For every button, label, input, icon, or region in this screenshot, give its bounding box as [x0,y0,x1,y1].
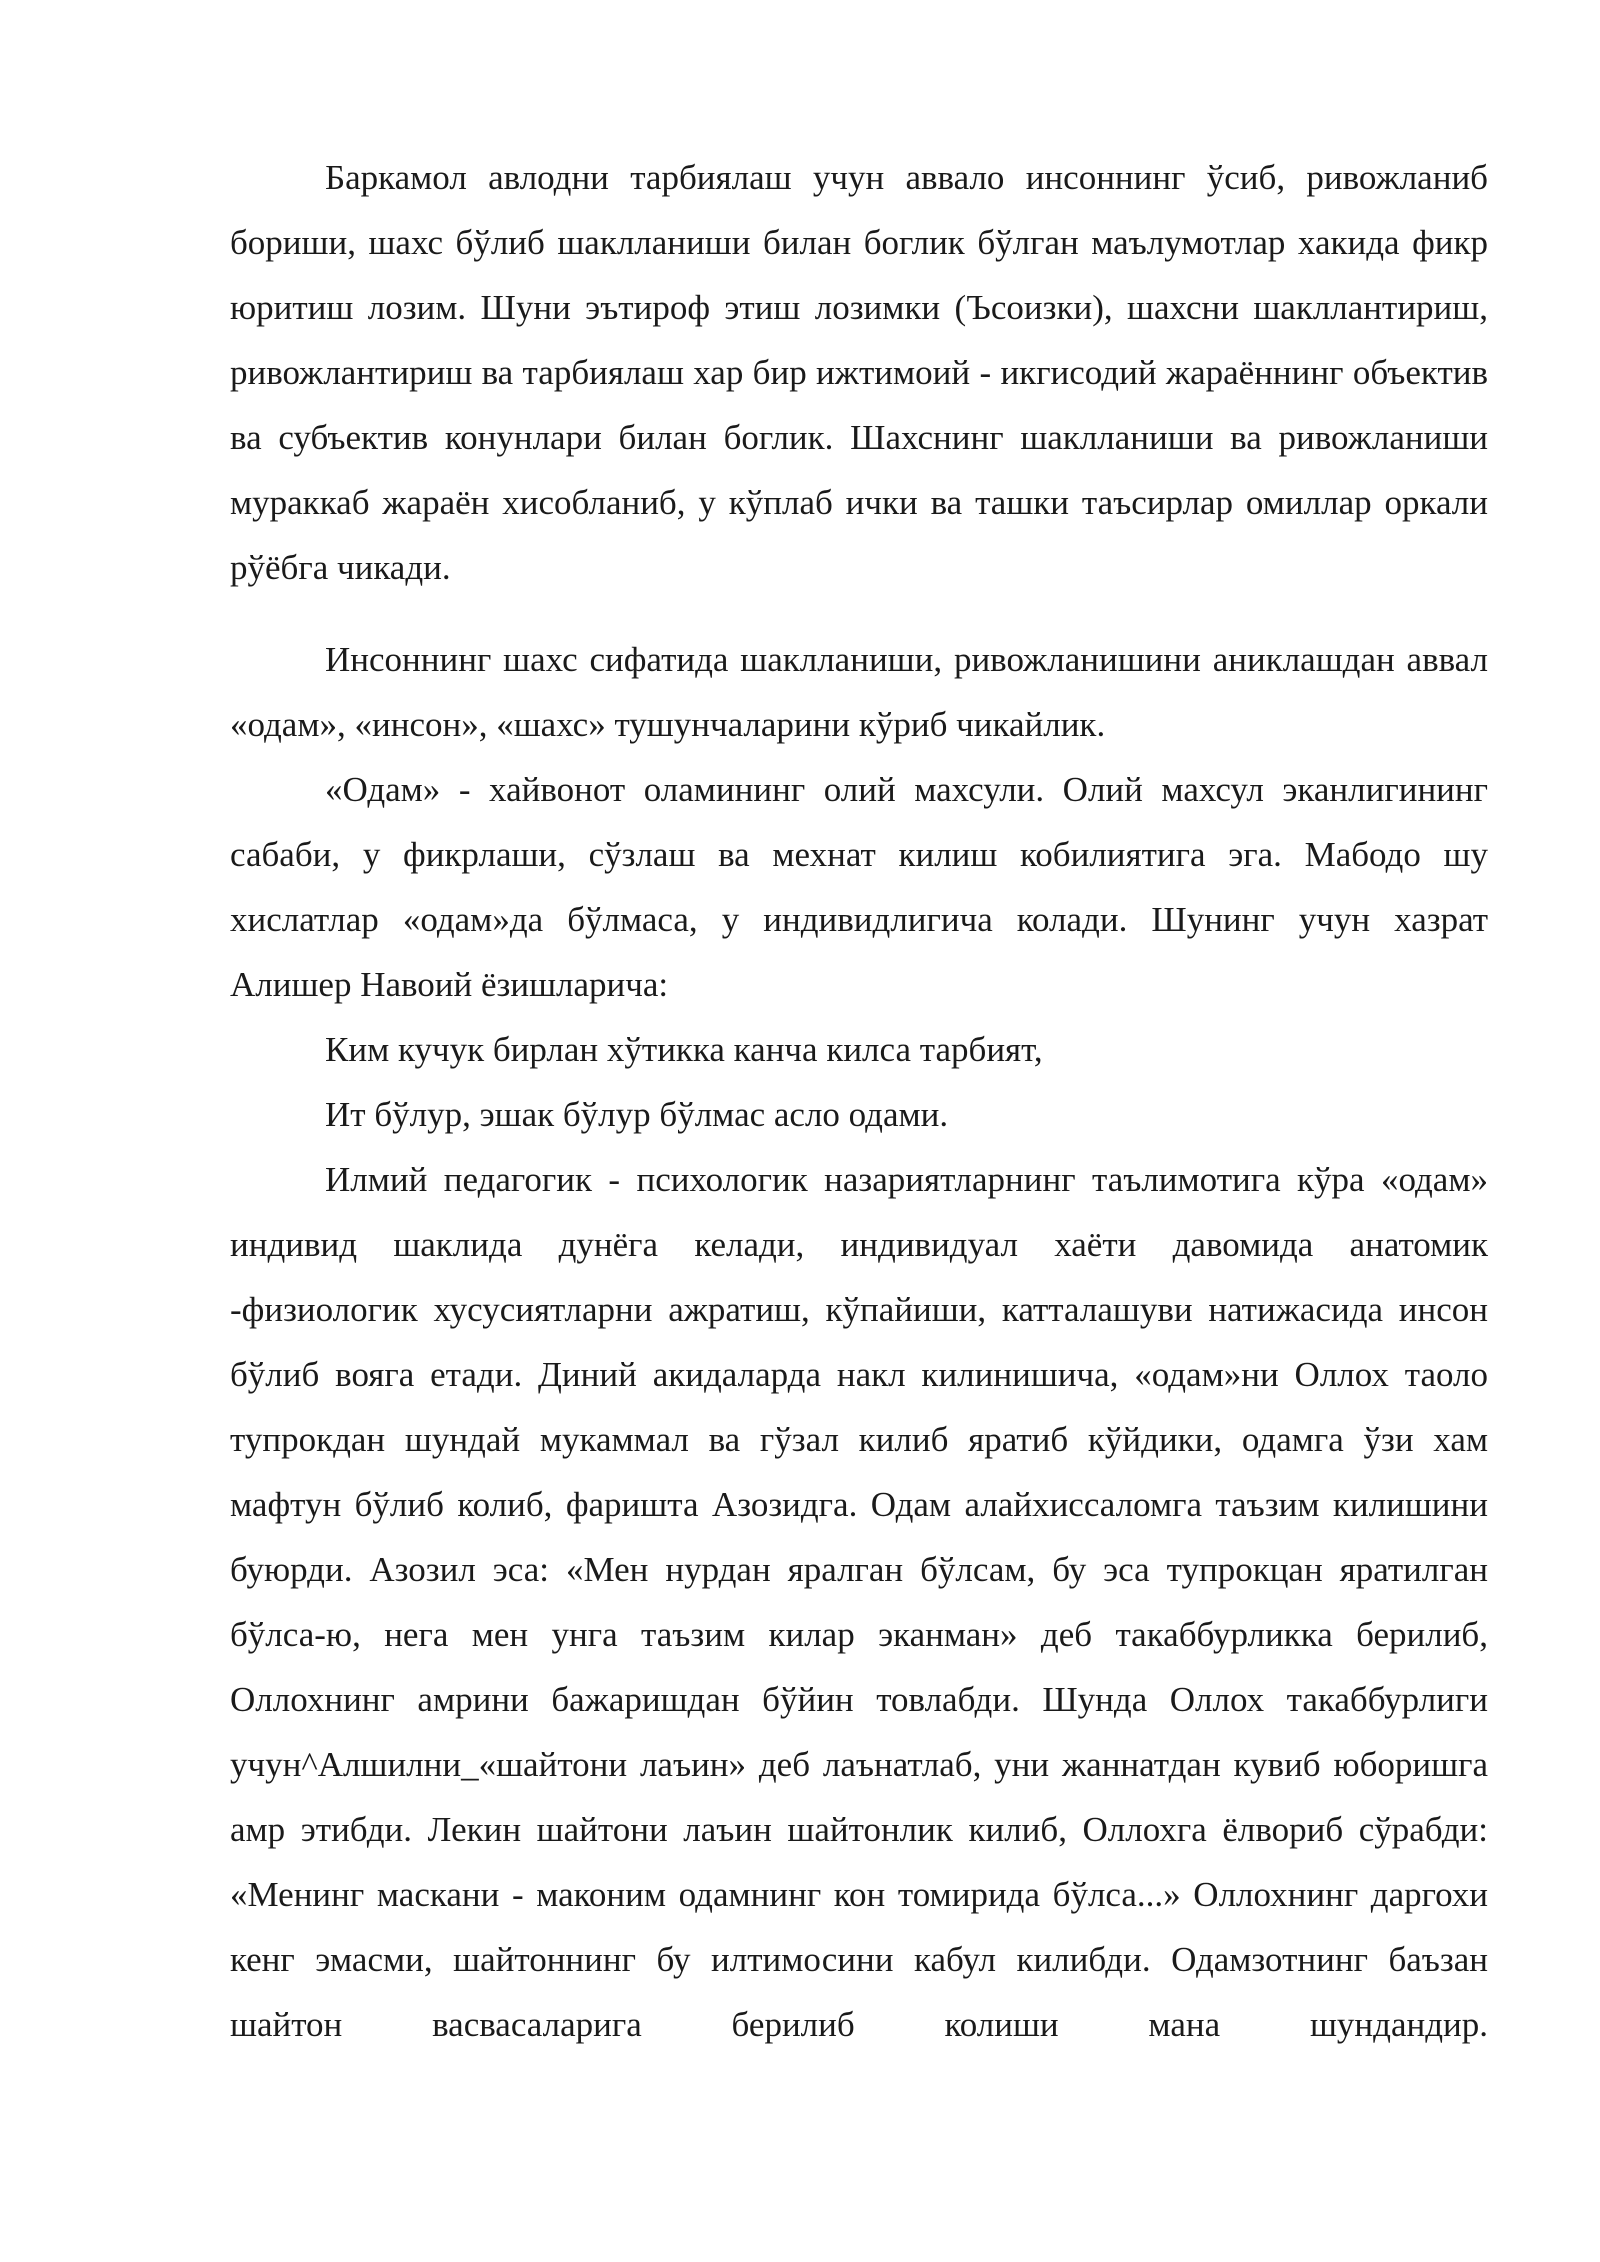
paragraph: Баркамол авлодни тарбиялаш учун аввало инсоннинг ўсиб, ривожланиб бориши, шахс бўлиб шаклланиши билан боглик бўлган маълумотлар хакида фикр юритиш лозим. Шуни эътироф этиш лозимки (Ъсоизки), шахсни шакллантириш, ривожлантириш ва тарбиялаш хар бир ижтимоий - икгисодий жараённинг объектив ва субъектив конунлари билан боглик. Шахснинг шаклланиши ва ривожланиши мураккаб жараён хисобланиб, у кўплаб ички ва ташки таъсирлар омиллар оркали рўёбга чикади. [230,158,1488,587]
verse-line: Ким кучук бирлан хўтикка канча килса тарбият, [325,1030,1043,1069]
paragraph: Инсоннинг шахс сифатида шаклланиши, ривожланишини аниклашдан аввал «одам», «инсон», «шахс» тушунчаларини кўриб чикайлик. [230,640,1488,744]
paragraph: «Одам» - хайвонот оламининг олий махсули. Олий махсул эканлигининг сабаби, у фикрлаши, сўзлаш ва мехнат килиш кобилиятига эга. Мабодо шу хислатлар «одам»да бўлмаса, у индивидлигича колади. Шунинг учун хазрат Алишер Навоий ёзишларича: [230,770,1488,1004]
text-section-intro [230,145,1488,600]
text-section-main [230,627,1488,2057]
paragraph: Илмий педагогик - психологик назариятларнинг таълимотига кўра «одам» индивид шаклида дунёга келади, индивидуал хаёти давомида анатомик -физиологик хусусиятларни ажратиш, кўпайиши, катталашуви натижасида инсон бўлиб вояга етади. Диний акидаларда накл килинишича, «одам»ни Оллох таоло тупрокдан шундай мукаммал ва гўзал килиб яратиб кўйдики, одамга ўзи хам мафтун бўлиб колиб, фаришта Азозидга. Одам алайхиссаломга таъзим килишини буюрди. Азозил эса: «Мен нурдан яралган бўлсам, бу эса тупрокцан яратилган бўлса-ю, нега мен унга таъзим килар эканман» деб такаббурликка берилиб, Оллохнинг амрини бажаришдан бўйин товлабди. Шунда Оллох такаббурлиги учун^Алшилни_«шайтони лаъин» деб лаънатлаб, уни жаннатдан кувиб юборишга амр этибди. Лекин шайтони лаъин шайтонлик килиб, Оллохга ёлвориб сўрабди: «Менинг маскани - маконим одамнинг кон томирида бўлса...» Оллохнинг даргохи кенг эмасми, шайтоннинг бу илтимосини кабул килибди. Одамзотнинг баъзан шайтон васвасаларига берилиб колиши мана шундандир. [230,1160,1488,2044]
verse-line: Ит бўлур, эшак бўлур бўлмас асло одами. [325,1095,949,1134]
